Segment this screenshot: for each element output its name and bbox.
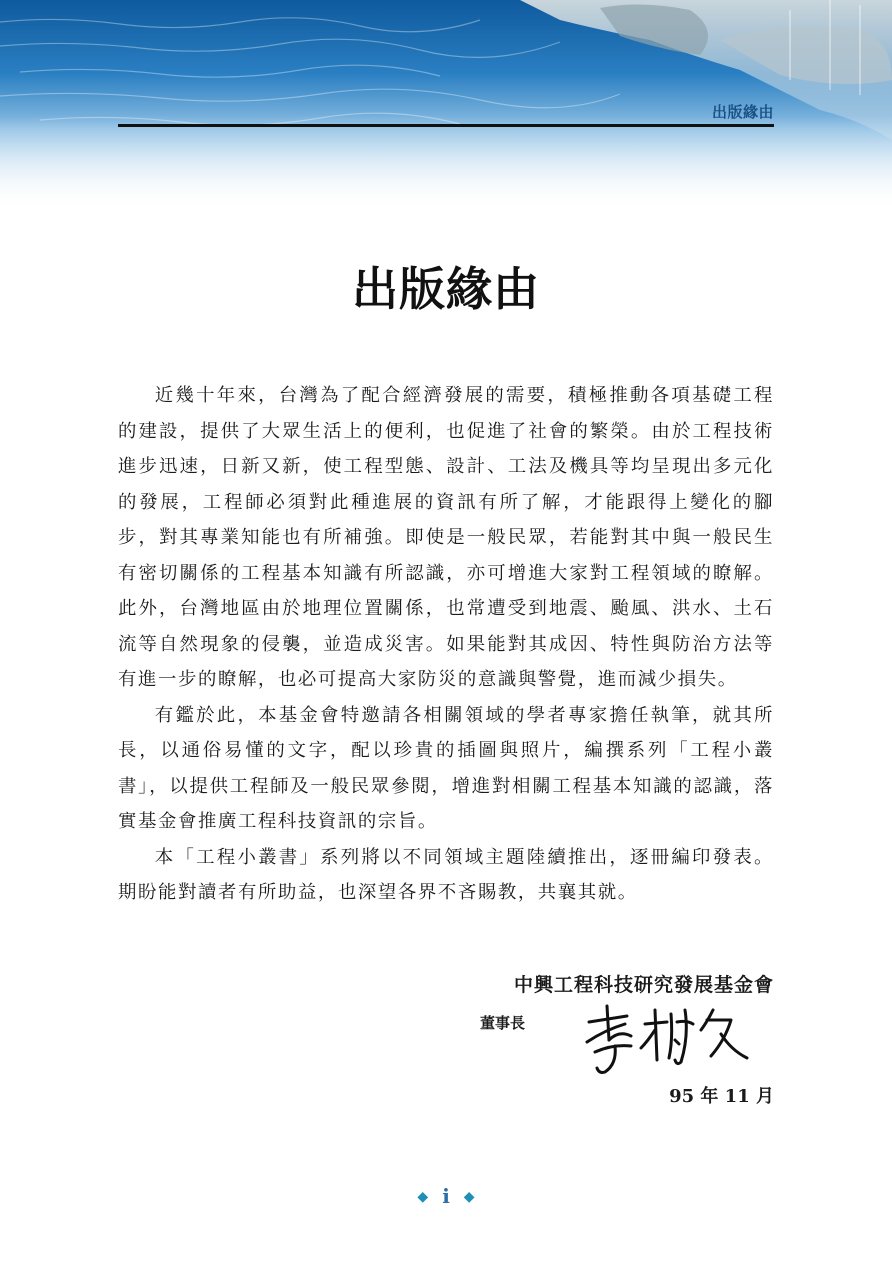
paragraph-1: 近幾十年來，台灣為了配合經濟發展的需要，積極推動各項基礎工程的建設，提供了大眾生活上的便利，也促進了社會的繁榮。由於工程技術進步迅速，日新又新，使工程型態、設計、工法及機具等均呈現出多元化的發展，工程師必須對此種進展的資訊有所了解，才能跟得上變化的腳步，對其專業知能也有所補強。即使是一般民眾，若能對其中與一般民生有密切關係的工程基本知識有所認識，亦可增進大家對工程領域的瞭解。此外，台灣地區由於地理位置關係，也常遭受到地震、颱風、洪水、土石流等自然現象的侵襲，並造成災害。如果能對其成因、特性與防治方法等有進一步的瞭解，也必可提高大家防災的意識與警覺，進而減少損失。 — [118, 385, 774, 690]
diamond-ornament-left-icon: ◆ — [417, 1189, 429, 1205]
running-header-section-title: 出版緣由 — [711, 103, 774, 121]
paragraph-2: 有鑑於此，本基金會特邀請各相關領域的學者專家擔任執筆，就其所長，以通俗易懂的文字，配以珍貴的插圖與照片，編撰系列「工程小叢書」，以提供工程師及一般民眾參閱，增進對相關工程基本知識的認識，落實基金會推廣工程科技資訊的宗旨。 — [118, 704, 774, 832]
body-text — [118, 378, 774, 911]
page-number: i — [442, 1184, 450, 1208]
page-title: 出版緣由 — [352, 261, 540, 316]
diamond-ornament-right-icon: ◆ — [463, 1189, 475, 1205]
date: 95 年 11 月 — [669, 1086, 774, 1107]
signer-role: 董事長 — [480, 1014, 526, 1032]
paragraph-3: 本「工程小叢書」系列將以不同領域主題陸續推出，逐冊編印發表。期盼能對讀者有所助益，也深望各界不吝賜教，共襄其就。 — [118, 846, 774, 903]
handwritten-signature — [575, 1000, 755, 1084]
organization-name: 中興工程科技研究發展基金會 — [513, 974, 774, 996]
page-footer — [0, 1184, 892, 1208]
header-divider — [118, 124, 774, 127]
